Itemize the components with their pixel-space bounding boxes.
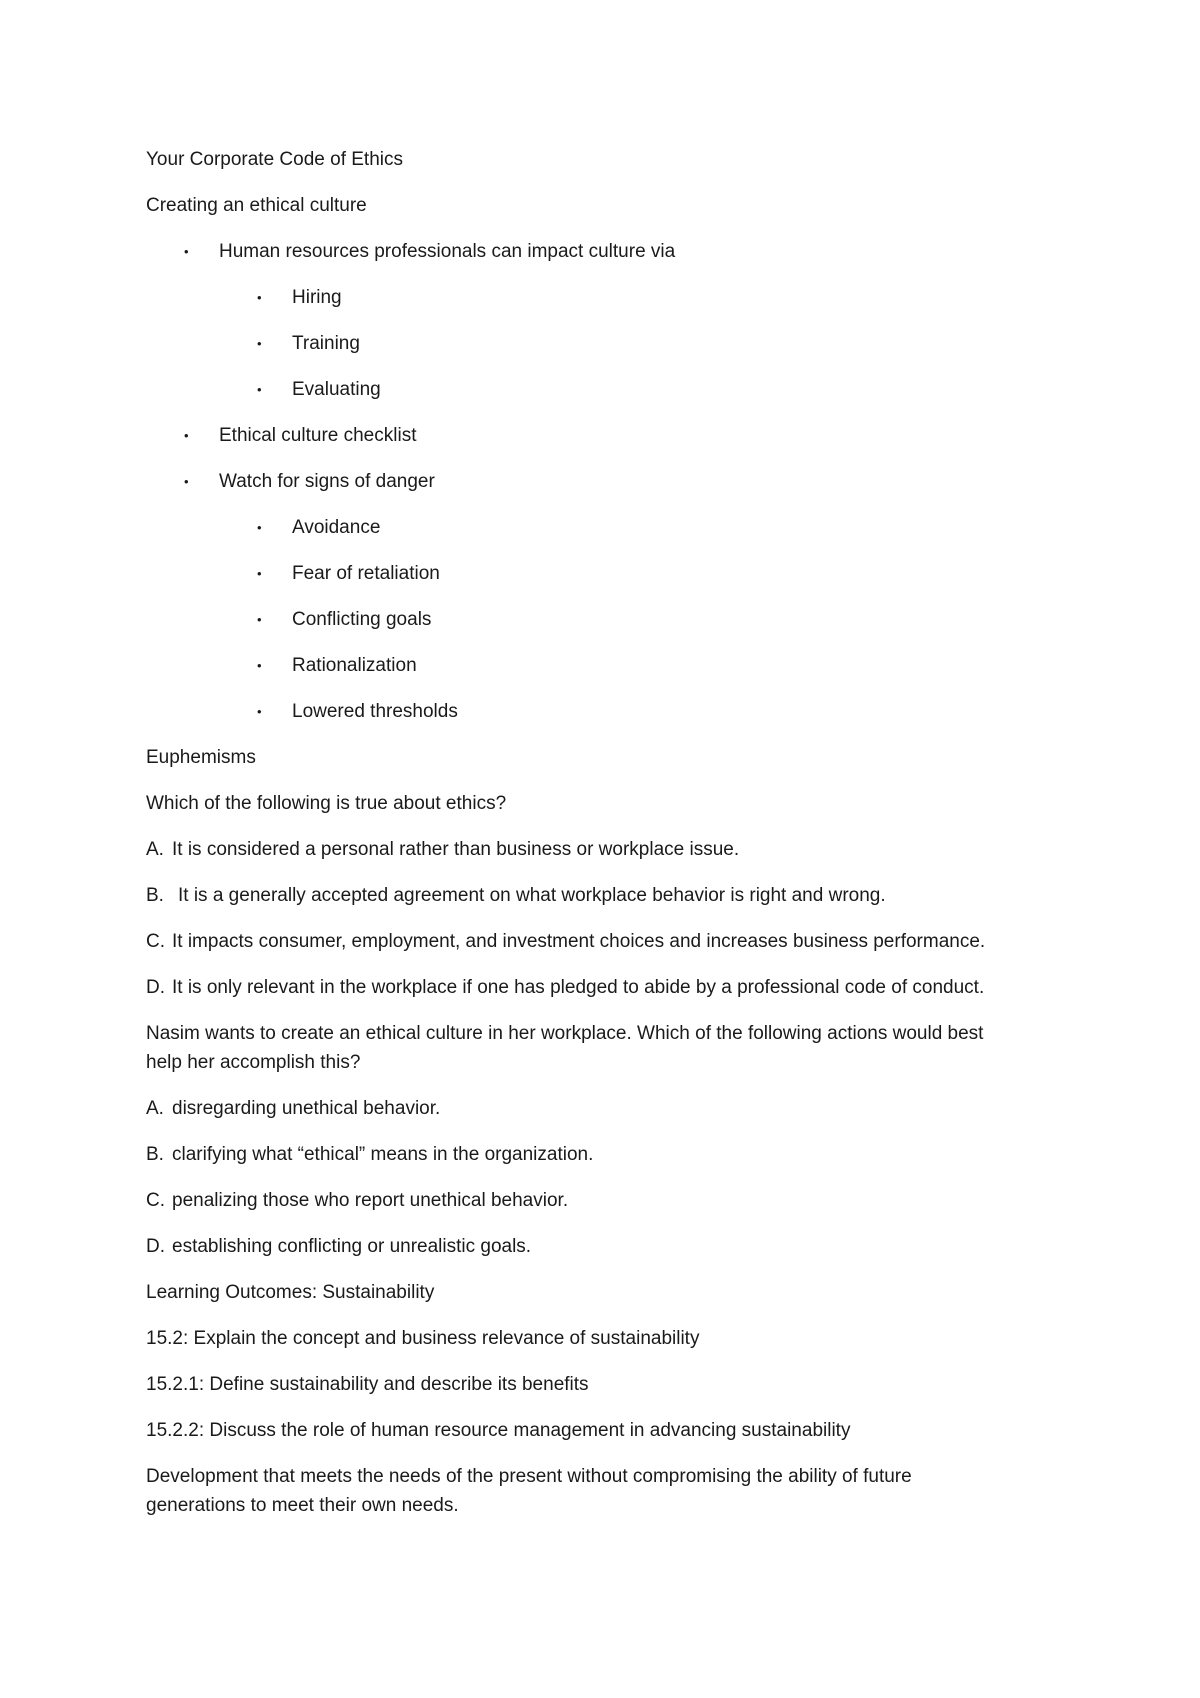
option-letter: B. — [146, 885, 164, 906]
option-letter: B. — [146, 1144, 164, 1165]
option-text: It impacts consumer, employment, and investment choices and increases business performance. — [172, 931, 986, 952]
question-1-option-d — [146, 976, 984, 1000]
bullet-icon: • — [257, 520, 262, 535]
option-letter: C. — [146, 1190, 165, 1211]
option-text: It is only relevant in the workplace if one has pledged to abide by a professional code of conduct. — [172, 977, 985, 998]
sublist-item-training: Training — [292, 333, 360, 354]
question-2-prompt-line-1: Nasim wants to create an ethical culture in her workplace. Which of the following actions would best — [146, 1023, 984, 1044]
sublist-item-hiring: Hiring — [292, 287, 342, 308]
list-item-hr: Human resources professionals can impact culture via — [219, 241, 676, 262]
question-2-option-a — [146, 1097, 440, 1121]
list-item-danger: Watch for signs of danger — [219, 471, 435, 492]
bullet-icon: • — [184, 428, 189, 443]
definition-line-2: generations to meet their own needs. — [146, 1495, 459, 1516]
option-text: It is a generally accepted agreement on what workplace behavior is right and wrong. — [178, 885, 886, 906]
bullet-icon: • — [257, 566, 262, 581]
option-text: establishing conflicting or unrealistic goals. — [172, 1236, 532, 1257]
question-1-option-b — [146, 884, 886, 908]
bullet-icon: • — [257, 336, 262, 351]
bullet-icon: • — [257, 658, 262, 673]
option-text: disregarding unethical behavior. — [172, 1098, 441, 1119]
learning-outcomes-heading: Learning Outcomes: Sustainability — [146, 1282, 435, 1303]
bullet-icon: • — [257, 704, 262, 719]
list-item-checklist: Ethical culture checklist — [219, 425, 417, 446]
bullet-icon: • — [184, 244, 189, 259]
sublist-item-evaluating: Evaluating — [292, 379, 381, 400]
option-text: clarifying what “ethical” means in the organization. — [172, 1144, 594, 1165]
option-letter: A. — [146, 839, 164, 860]
sublist-item-fear: Fear of retaliation — [292, 563, 440, 584]
outcome-15-2-2: 15.2.2: Discuss the role of human resource management in advancing sustainability — [146, 1420, 851, 1441]
question-2-option-c — [146, 1189, 568, 1213]
euphemisms-heading: Euphemisms — [146, 747, 256, 768]
option-letter: D. — [146, 1236, 165, 1257]
option-text: It is considered a personal rather than business or workplace issue. — [172, 839, 740, 860]
bullet-icon: • — [257, 612, 262, 627]
sublist-item-conflicting: Conflicting goals — [292, 609, 432, 630]
sublist-item-avoidance: Avoidance — [292, 517, 381, 538]
outcome-15-2: 15.2: Explain the concept and business relevance of sustainability — [146, 1328, 700, 1349]
option-letter: D. — [146, 977, 165, 998]
option-text: penalizing those who report unethical behavior. — [172, 1190, 569, 1211]
question-1-option-c — [146, 930, 985, 954]
question-1-prompt: Which of the following is true about ethics? — [146, 793, 507, 814]
bullet-icon: • — [257, 290, 262, 305]
question-2-prompt-line-2: help her accomplish this? — [146, 1052, 361, 1073]
bullet-icon: • — [257, 382, 262, 397]
document-title: Your Corporate Code of Ethics — [146, 149, 404, 170]
outcome-15-2-1: 15.2.1: Define sustainability and describe its benefits — [146, 1374, 589, 1395]
definition-line-1: Development that meets the needs of the present without compromising the ability of future — [146, 1466, 912, 1487]
sublist-item-rationalization: Rationalization — [292, 655, 417, 676]
option-letter: C. — [146, 931, 165, 952]
question-2-option-b — [146, 1143, 593, 1167]
question-2-option-d — [146, 1235, 531, 1259]
question-1-option-a — [146, 838, 739, 862]
bullet-icon: • — [184, 474, 189, 489]
option-letter: A. — [146, 1098, 164, 1119]
section-heading: Creating an ethical culture — [146, 195, 367, 216]
sublist-item-thresholds: Lowered thresholds — [292, 701, 458, 722]
